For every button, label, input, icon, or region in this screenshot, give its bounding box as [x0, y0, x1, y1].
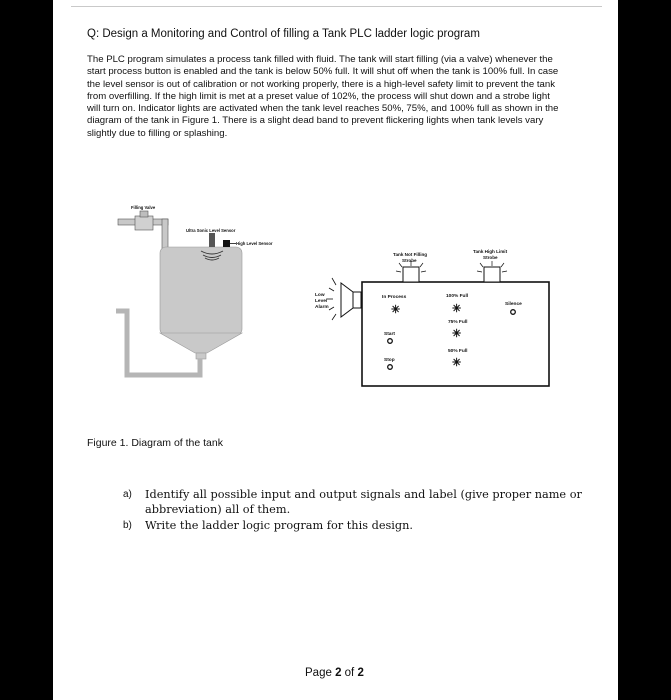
stop-button[interactable]: [388, 365, 393, 370]
start-label: Start: [384, 332, 395, 337]
full-50-label: 50% Full: [448, 349, 468, 354]
tank-diagram: [53, 195, 618, 435]
indicator-light-icon: ✳: [452, 328, 462, 340]
full-75-label: 75% Full: [448, 320, 468, 325]
tank-high-limit-label-1: Tank High Limit: [473, 249, 508, 254]
task-list: [123, 488, 593, 536]
page-prefix: Page: [305, 667, 336, 679]
low-level-label-1: Low: [315, 293, 325, 298]
full-100-label: 100% Full: [446, 294, 469, 299]
ultrasonic-sensor-label: Ultra Sonic Level Sensor: [186, 228, 236, 233]
tank-icon: [116, 247, 242, 375]
question-title: Q: Design a Monitoring and Control of filling a Tank PLC ladder logic program: [87, 28, 480, 40]
task-label: b): [123, 520, 132, 531]
task-text: Write the ladder logic program for this design.: [145, 519, 414, 532]
tank-not-filling-label-1: Tank Not Filling: [393, 252, 428, 257]
task-label: a): [123, 489, 132, 500]
indicator-light-icon: ✳: [452, 357, 462, 369]
stop-label: Stop: [384, 358, 395, 363]
page-sep: of: [341, 667, 358, 679]
tank-not-filling-label-2: Strobe: [402, 258, 417, 263]
low-level-label-2: Level: [315, 299, 328, 304]
strobe-light-icon: [396, 261, 426, 282]
silence-button[interactable]: [511, 310, 516, 315]
high-level-sensor-label: High Level Sensor: [236, 241, 273, 246]
page-current: 2: [335, 667, 342, 679]
high-level-sensor-icon: [223, 240, 236, 247]
low-level-label-3: Alarm: [315, 305, 329, 310]
filling-valve-label: Filling Valve: [131, 205, 156, 210]
task-item: [123, 488, 593, 517]
indicator-light-icon: ✳: [452, 303, 462, 315]
problem-description: The PLC program simulates a process tank filled with fluid. The tank will start filling (via a valve) whenever the start process button is enabled and the tank is below 50% full. It will shut off when the tank is 100% full. In case the level sensor is out of calibration or not working properly, there is a high-level safety limit to prevent the tank from overfilling. If the high limit is met at a preset value of 102%, the process will shut down and a strobe light will turn on. Indicator lights are activated when the tank level reaches 50%, 75%, and 100% full as shown in the diagram of the tank in Figure 1. There is a slight dead band to prevent flickering lights when tank levels vary slightly due to filling or splashing.: [87, 54, 559, 139]
figure-caption: Figure 1. Diagram of the tank: [87, 437, 223, 449]
filling-valve-icon: [118, 211, 168, 249]
silence-label: Silence: [505, 302, 522, 307]
start-button[interactable]: [388, 339, 393, 344]
strobe-light-icon: [477, 261, 507, 282]
in-process-label: In Process: [382, 295, 407, 300]
page-total: 2: [357, 667, 364, 679]
tank-high-limit-label-2: Strobe: [483, 255, 498, 260]
task-text: Identify all possible input and output signals and label (give proper name or abbreviation) all of them.: [145, 488, 582, 516]
task-item: [123, 519, 593, 534]
header-rule: [71, 6, 602, 7]
document-page: [53, 0, 618, 700]
indicator-light-icon: ✳: [391, 304, 401, 316]
horn-icon: [327, 278, 361, 320]
page-number: [305, 667, 364, 679]
